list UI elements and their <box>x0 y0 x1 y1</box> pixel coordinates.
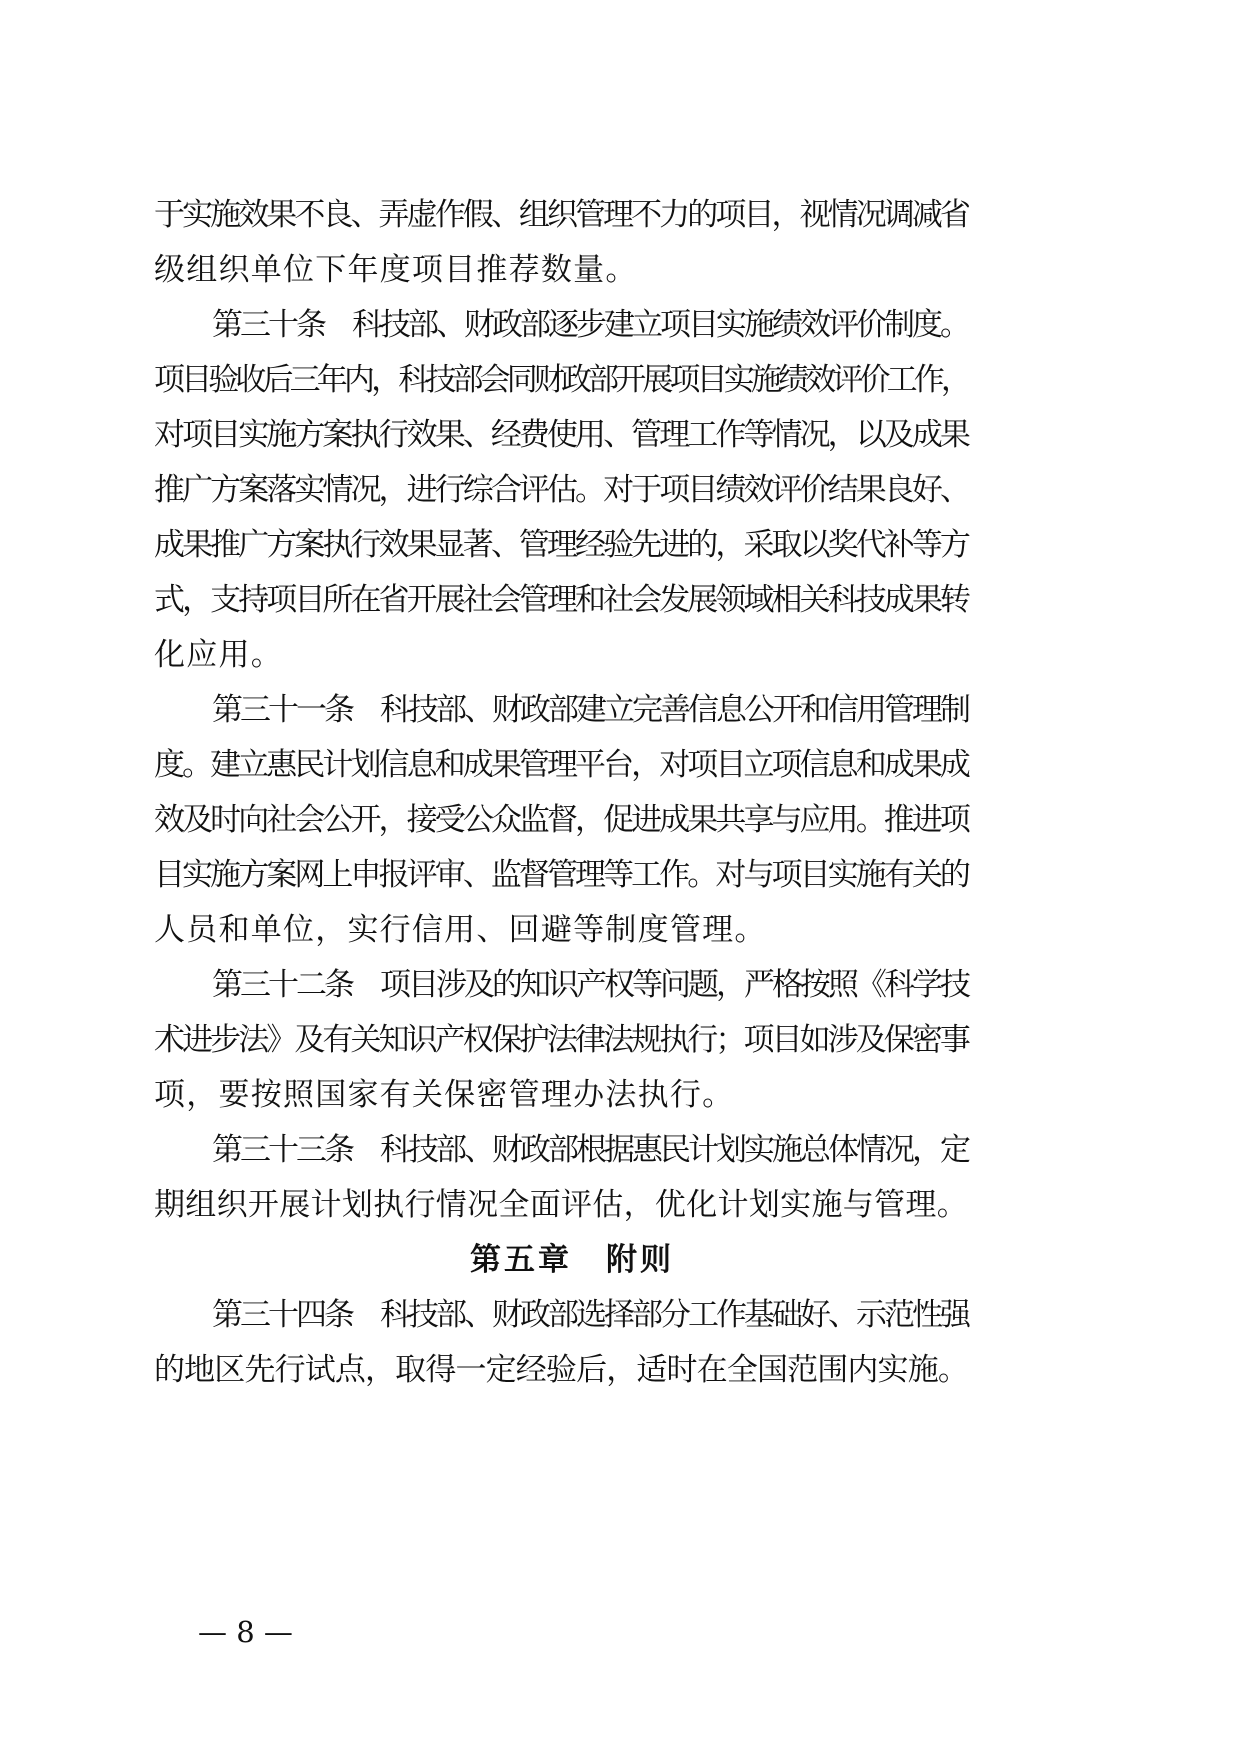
body-line-text: 人员和单位，实行信用、回避等制度管理。 <box>154 912 767 948</box>
body-line-text: 级组织单位下年度项目推荐数量。 <box>154 252 638 288</box>
body-line-text: 成果推广方案执行效果显著、管理经验先进的，采取以奖代补等方 <box>154 527 968 563</box>
chapter-heading: 第五章 附则 <box>470 1242 674 1278</box>
body-line-text: 推广方案落实情况，进行综合评估。对于项目绩效评价结果良好、 <box>154 472 968 508</box>
body-line-text: 目实施方案网上申报评审、监督管理等工作。对与项目实施有关的 <box>154 857 968 893</box>
body-line-text: 于实施效果不良、弄虚作假、组织管理不力的项目，视情况调减省 <box>154 197 968 233</box>
body-line-text: 第三十二条 项目涉及的知识产权等问题，严格按照《科学技 <box>212 967 968 1003</box>
body-line-text: 术进步法》及有关知识产权保护法律法规执行；项目如涉及保密事 <box>154 1022 968 1058</box>
page-number: — 8 — <box>198 1615 293 1649</box>
body-line-text: 的地区先行试点，取得一定经验后，适时在全国范围内实施。 <box>154 1352 968 1388</box>
body-line-text: 第三十一条 科技部、财政部建立完善信息公开和信用管理制 <box>212 692 968 728</box>
body-line-text: 对项目实施方案执行效果、经费使用、管理工作等情况，以及成果 <box>154 417 968 453</box>
body-line-text: 期组织开展计划执行情况全面评估，优化计划实施与管理。 <box>154 1187 968 1223</box>
body-line-text: 项目验收后三年内，科技部会同财政部开展项目实施绩效评价工作， <box>154 362 968 398</box>
body-line-text: 项，要按照国家有关保密管理办法执行。 <box>154 1077 735 1113</box>
body-line-text: 度。建立惠民计划信息和成果管理平台，对项目立项信息和成果成 <box>154 747 968 783</box>
body-line-text: 化应用。 <box>154 637 283 673</box>
body-line-text: 效及时向社会公开，接受公众监督，促进成果共享与应用。推进项 <box>154 802 968 838</box>
body-line-text: 式，支持项目所在省开展社会管理和社会发展领域相关科技成果转 <box>154 582 968 618</box>
body-line <box>0 1335 1241 1405</box>
body-line-text: 第三十四条 科技部、财政部选择部分工作基础好、示范性强 <box>212 1297 968 1333</box>
body-line-text: 第三十条 科技部、财政部逐步建立项目实施绩效评价制度。 <box>212 307 968 343</box>
body-line-text: 第三十三条 科技部、财政部根据惠民计划实施总体情况，定 <box>212 1132 968 1168</box>
